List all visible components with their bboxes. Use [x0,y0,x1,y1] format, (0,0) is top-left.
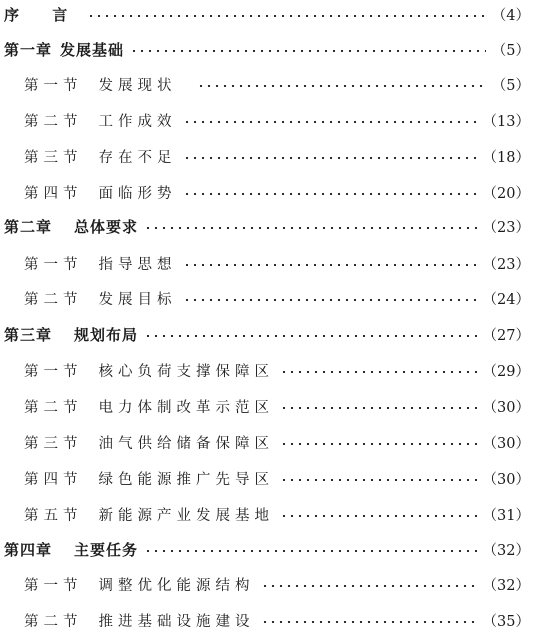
dot-leader [197,85,486,87]
page-number: （13） [482,113,530,130]
toc-entry-section[interactable] [24,572,530,596]
entry-title: 电力体制改革示范区 [98,399,274,416]
page-number: （23） [482,219,530,236]
toc-entry-chapter-3[interactable] [4,322,530,346]
entry-label: 第一节 [24,77,83,94]
dot-leader [183,264,477,266]
entry-label: 第五节 [24,507,83,524]
entry-title: 存在不足 [98,149,177,166]
toc-entry-section[interactable] [24,430,530,454]
toc-entry-section[interactable] [24,72,530,96]
page-number: （23） [482,256,530,273]
toc-entry-chapter-1[interactable] [4,37,530,61]
dot-leader [280,443,477,445]
dot-leader [144,550,477,552]
entry-label: 第二节 [24,399,83,416]
entry-title: 发展目标 [98,291,177,308]
entry-title: 规划布局 [74,325,139,344]
dot-leader [280,515,477,517]
page-number: （20） [482,185,530,202]
dot-leader [183,121,477,123]
toc-entry-section[interactable] [24,502,530,526]
dot-leader [183,299,477,301]
entry-label: 第四节 [24,185,83,202]
page-number: （4） [491,7,530,24]
page-number: （32） [482,577,530,594]
entry-label: 第四节 [24,471,83,488]
toc-entry-section[interactable] [24,608,530,632]
entry-label: 第三节 [24,149,83,166]
entry-title: 主要任务 [74,540,139,559]
page-number: （35） [482,613,530,630]
toc-entry-section[interactable] [24,286,530,310]
entry-label: 第一节 [24,577,83,594]
dot-leader [261,621,477,623]
entry-title: 总体要求 [74,217,139,236]
dot-leader [144,335,477,337]
page-number: （30） [482,399,530,416]
toc-entry-section[interactable] [24,466,530,490]
entry-title: 核心负荷支撑保障区 [98,363,274,380]
page-number: （30） [482,435,530,452]
entry-label: 第三节 [24,435,83,452]
page-number: （5） [491,77,530,94]
toc-entry-section[interactable] [24,180,530,204]
page-number: （5） [491,42,530,59]
toc-entry-section[interactable] [24,251,530,275]
dot-leader [144,227,477,229]
toc-entry-section[interactable] [24,394,530,418]
dot-leader [130,50,486,52]
page-number: （29） [482,363,530,380]
dot-leader [87,15,486,17]
entry-label: 第一节 [24,363,83,380]
entry-title: 发展现状 [98,77,177,94]
page-number: （18） [482,149,530,166]
entry-title: 油气供给储备保障区 [98,435,274,452]
entry-title: 推进基础设施建设 [98,613,255,630]
entry-label: 第一节 [24,256,83,273]
entry-label: 第一章 [4,40,53,59]
page-number: （31） [482,507,530,524]
toc-entry-section[interactable] [24,358,530,382]
entry-title: 面临形势 [98,185,177,202]
toc-entry-chapter-4[interactable] [4,537,530,561]
entry-title: 新能源产业发展基地 [98,507,274,524]
dot-leader [280,371,477,373]
page-number: （24） [482,291,530,308]
entry-label: 第二节 [24,613,83,630]
toc-entry-preface[interactable] [4,2,530,26]
page-number: （30） [482,471,530,488]
entry-label: 序 言 [4,5,82,24]
entry-title: 调整优化能源结构 [98,577,255,594]
entry-title: 工作成效 [98,113,177,130]
toc-entry-chapter-2[interactable] [4,214,530,238]
entry-label: 第二章 [4,217,53,236]
dot-leader [261,585,477,587]
entry-label: 第四章 [4,540,53,559]
dot-leader [280,479,477,481]
entry-label: 第三章 [4,325,53,344]
dot-leader [280,407,477,409]
toc-entry-section[interactable] [24,108,530,132]
dot-leader [183,193,477,195]
entry-title: 绿色能源推广先导区 [98,471,274,488]
page-number: （27） [482,327,530,344]
entry-title: 发展基础 [60,40,125,59]
entry-title: 指导思想 [98,256,177,273]
entry-label: 第二节 [24,291,83,308]
dot-leader [183,157,477,159]
page-number: （32） [482,542,530,559]
entry-label: 第二节 [24,113,83,130]
toc-entry-section[interactable] [24,144,530,168]
